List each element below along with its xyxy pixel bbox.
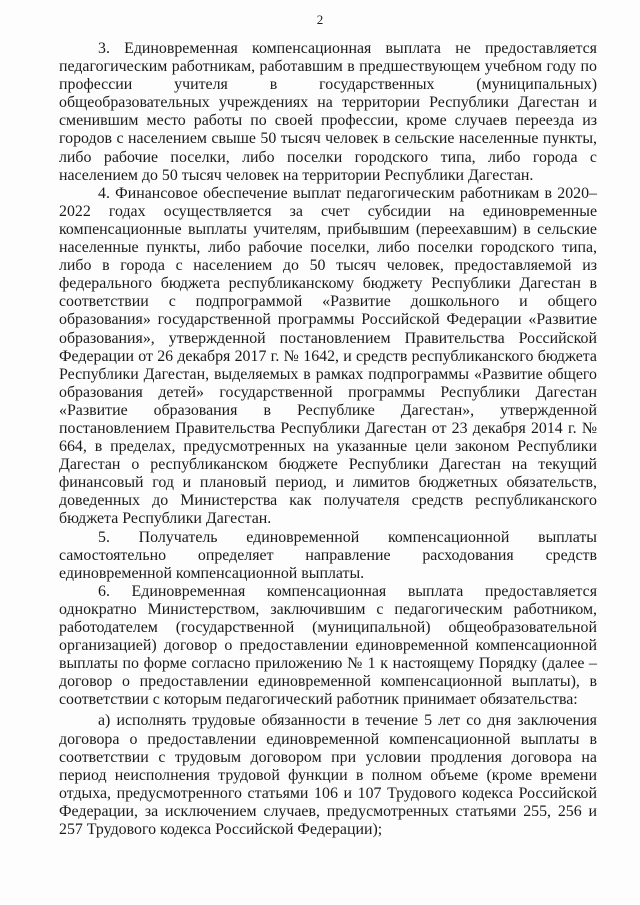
paragraph-3: 3. Единовременная компенсационная выплата не предоставляется педагогическим работникам, работавшим в предшествующем учебном году по профессии учителя в государственных (муниципальных) общеобразовательных учреждениях на территории Республики Дагестан и сменившим место работы по своей профессии, кроме случаев переезда из городов с населением свыше 50 тысяч человек в сельские населенные пункты, либо рабочие поселки, либо поселки городского типа, либо города с населением до 50 тысяч человек на территории Республики Дагестан. bbox=[59, 40, 597, 184]
paragraph-6: 6. Единовременная компенсационная выплата предоставляется однократно Министерством, заключившим с педагогическим работником, работодателем (государственной (муниципальной) общеобразовательной организацией) договор о предоставлении единовременной компенсационной выплаты по форме согласно приложению № 1 к настоящему Порядку (далее – договор о предоставлении единовременной компенсационной выплаты), в соответствии с которым педагогический работник принимает обязательства: bbox=[59, 582, 597, 709]
paragraph-4: 4. Финансовое обеспечение выплат педагогическим работникам в 2020–2022 годах осуществляется за счет субсидии на единовременные компенсационные выплаты учителям, прибывшим (переехавшим) в сельские населенные пункты, либо рабочие поселки, либо поселки городского типа, либо в города с населением до 50 тысяч человек, предоставляемой из федерального бюджета республиканскому бюджету Республики Дагестан в соответствии с подпрограммой «Развитие дошкольного и общего образования» государственной программы Российской Федерации «Развитие образования», утвержденной постановлением Правительства Российской Федерации от 26 декабря 2017 г. № 1642, и средств республиканского бюджета Республики Дагестан, выделяемых в рамках подпрограммы «Развитие общего образования детей» государственной программы Республики Дагестан «Развитие образования в Республике Дагестан», утвержденной постановлением Правительства Республики Дагестан от 23 декабря 2014 г. № 664, в пределах, предусмотренных на указанные цели законом Республики Дагестан о республиканском бюджете Республики Дагестан на текущий финансовый год и плановый период, и лимитов бюджетных обязательств, доведенных до Министерства как получателя средств республиканского бюджета Республики Дагестан. bbox=[59, 184, 597, 528]
paragraph-6-subitem-a: а) исполнять трудовые обязанности в течение 5 лет со дня заключения договора о предоставлении единовременной компенсационной выплаты в соответствии с трудовым договором при условии продления договора на период неисполнения трудовой функции в полном объеме (кроме времени отдыха, предусмотренного статьями 106 и 107 Трудового кодекса Российской Федерации, за исключением случаев, предусмотренных статьями 255, 256 и 257 Трудового кодекса Российской Федерации); bbox=[59, 712, 597, 839]
document-body bbox=[59, 40, 597, 839]
paragraph-5: 5. Получатель единовременной компенсационной выплаты самостоятельно определяет направление расходования средств единовременной компенсационной выплаты. bbox=[59, 528, 597, 582]
page-number: 2 bbox=[316, 12, 324, 27]
